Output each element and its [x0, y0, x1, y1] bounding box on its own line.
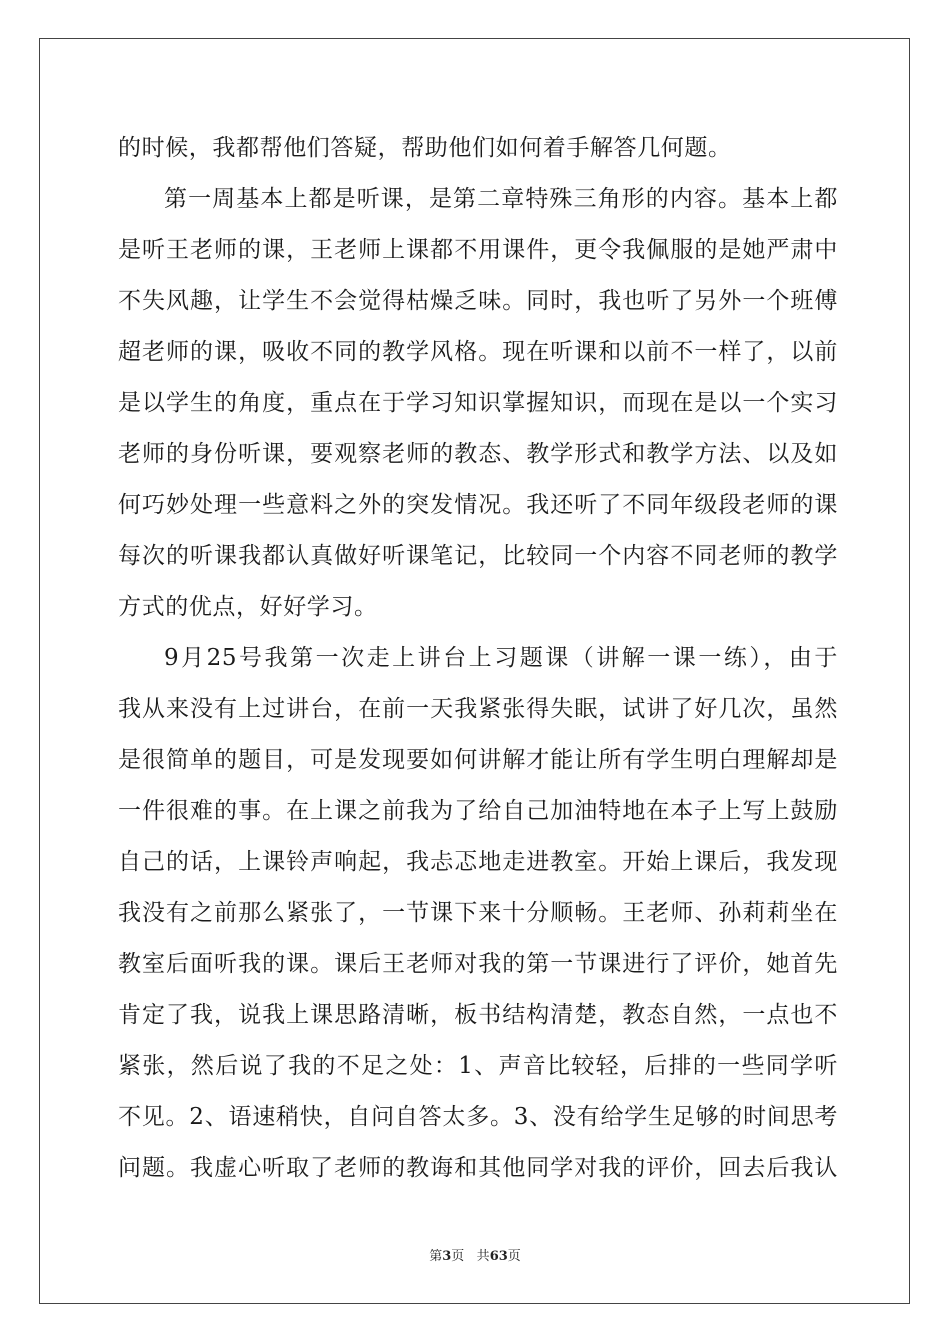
- paragraph-start-line: 9月25号我第一次走上讲台上习题课（讲解一课一练），由于: [164, 645, 838, 671]
- text-line: 是听王老师的课，王老师上课都不用课件，更令我佩服的是她严肃中: [118, 237, 838, 263]
- text-line: 我从来没有上过讲台，在前一天我紧张得失眠，试讲了好几次，虽然: [118, 696, 838, 722]
- text-line: 老师的身份听课，要观察老师的教态、教学形式和教学方法、以及如: [118, 441, 838, 467]
- text-line: 我没有之前那么紧张了，一节课下来十分顺畅。王老师、孙莉莉坐在: [118, 900, 838, 926]
- text-line: 每次的听课我都认真做好听课笔记，比较同一个内容不同老师的教学: [118, 543, 838, 569]
- text-line: 一件很难的事。在上课之前我为了给自己加油特地在本子上写上鼓励: [118, 798, 838, 824]
- page-footer: [0, 1248, 950, 1266]
- page-number-suffix: 页: [451, 1249, 465, 1264]
- text-line: 肯定了我，说我上课思路清晰，板书结构清楚，教态自然，一点也不: [118, 1002, 838, 1028]
- text-line: 自己的话，上课铃声响起，我忐忑地走进教室。开始上课后，我发现: [118, 849, 838, 875]
- text-line: 教室后面听我的课。课后王老师对我的第一节课进行了评价，她首先: [118, 951, 838, 977]
- text-line: 不见。2、语速稍快，自问自答太多。3、没有给学生足够的时间思考: [118, 1104, 838, 1130]
- text-line: 的时候，我都帮他们答疑，帮助他们如何着手解答几何题。: [118, 135, 732, 161]
- current-page-number: 3: [442, 1249, 452, 1264]
- text-line: 不失风趣，让学生不会觉得枯燥乏味。同时，我也听了另外一个班傅: [118, 288, 838, 314]
- text-line: 是很简单的题目，可是发现要如何讲解才能让所有学生明白理解却是: [118, 747, 838, 773]
- total-pages-number: 63: [489, 1249, 508, 1264]
- text-line: 问题。我虚心听取了老师的教诲和其他同学对我的评价，回去后我认: [118, 1155, 838, 1181]
- total-pages-prefix: 共: [476, 1249, 490, 1264]
- text-line: 方式的优点，好好学习。: [118, 594, 378, 620]
- text-line: 是以学生的角度，重点在于学习知识掌握知识，而现在是以一个实习: [118, 390, 838, 416]
- text-line: 紧张，然后说了我的不足之处：1、声音比较轻，后排的一些同学听: [118, 1053, 838, 1079]
- text-line: 超老师的课，吸收不同的教学风格。现在听课和以前不一样了，以前: [118, 339, 838, 365]
- text-line: 何巧妙处理一些意料之外的突发情况。我还听了不同年级段老师的课: [118, 492, 838, 518]
- page-number-prefix: 第: [429, 1249, 443, 1264]
- paragraph-start-line: 第一周基本上都是听课，是第二章特殊三角形的内容。基本上都: [164, 186, 838, 212]
- total-pages-suffix: 页: [507, 1249, 521, 1264]
